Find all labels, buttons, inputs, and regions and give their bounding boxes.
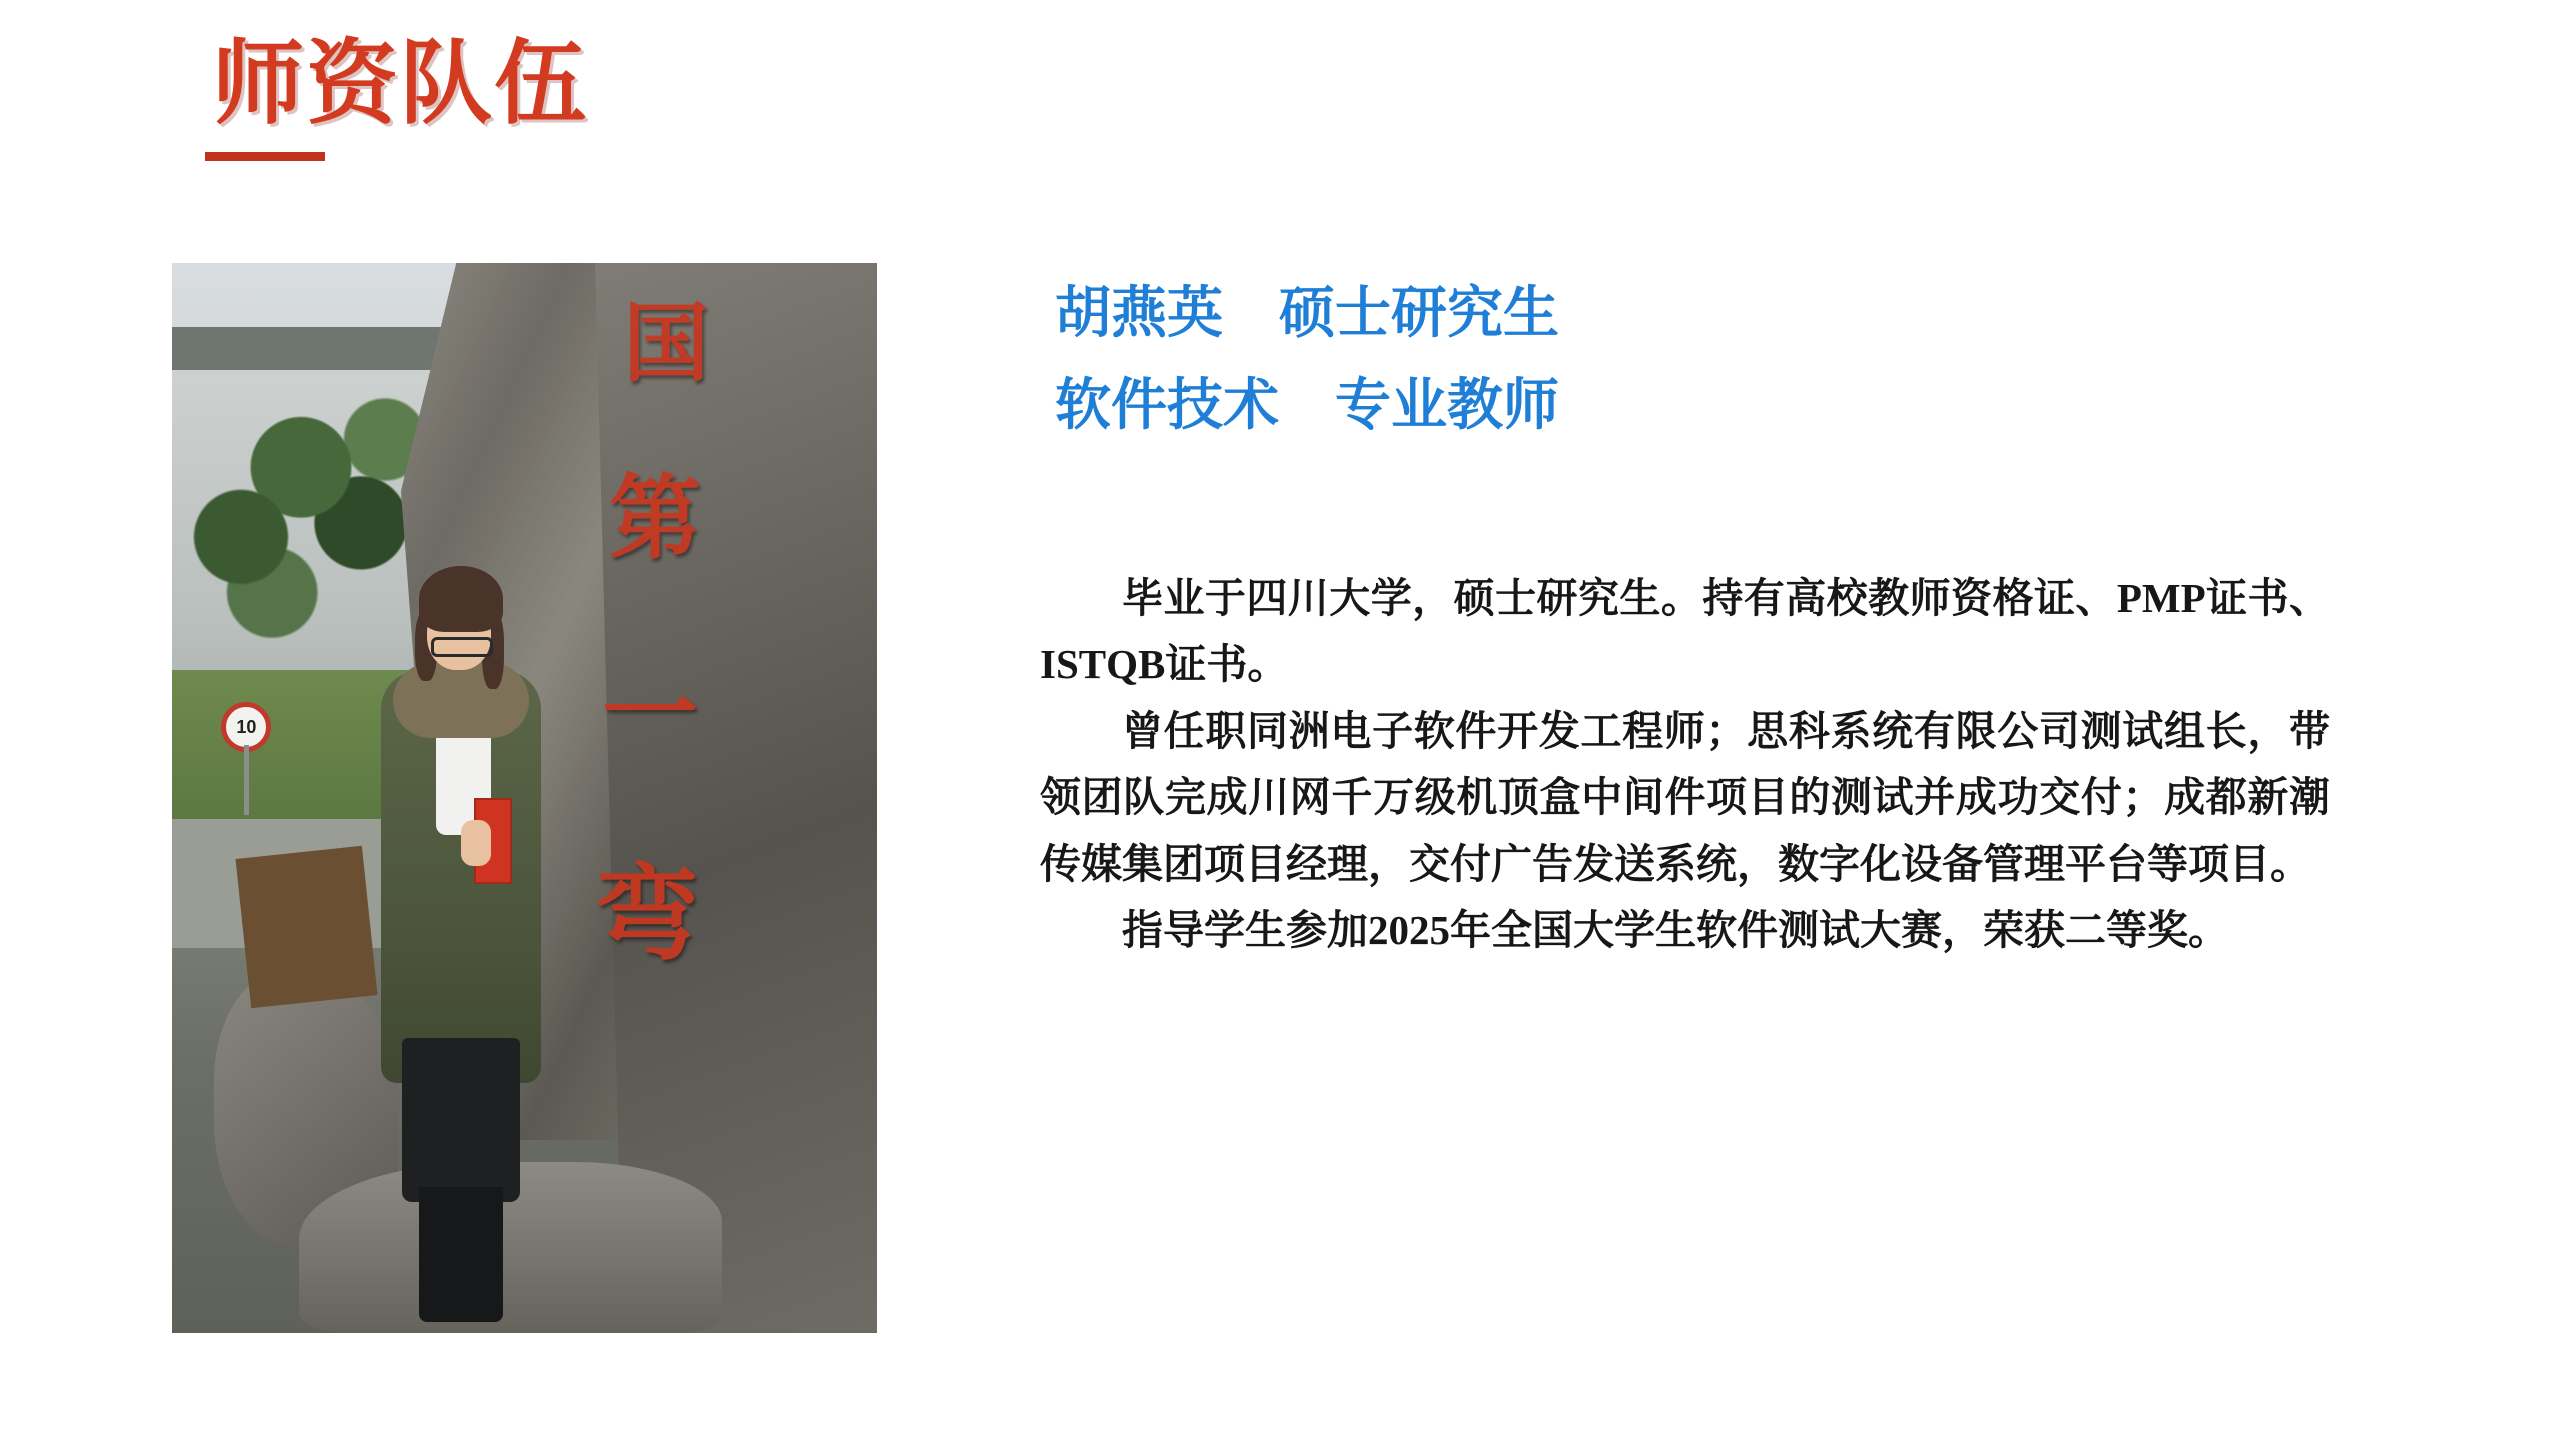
teacher-photo xyxy=(172,263,877,1333)
profile-role-line: 软件技术 专业教师 xyxy=(1055,373,1559,439)
bio-paragraph-3: 指导学生参加2025年全国大学生软件测试大赛，荣获二等奖。 xyxy=(1122,907,2229,954)
person-hair xyxy=(419,566,503,632)
carved-character-3: 一 xyxy=(602,657,699,770)
photo-wall-coping xyxy=(172,327,468,370)
profile-heading xyxy=(1055,275,1559,446)
glasses-icon xyxy=(431,637,493,657)
carved-character-2: 第 xyxy=(609,464,702,572)
person-fur-collar xyxy=(393,663,528,738)
photo-canvas xyxy=(172,263,877,1333)
title-underline-decoration xyxy=(205,152,325,161)
carved-character-4: 弯 xyxy=(595,853,700,976)
photo-person xyxy=(355,573,567,1322)
sign-post xyxy=(244,745,249,815)
person-hand xyxy=(461,820,491,866)
person-skirt xyxy=(402,1038,520,1203)
bio-paragraph-1: 毕业于四川大学，硕士研究生。持有高校教师资格证、PMP证书、ISTQB证书。 xyxy=(1040,575,2330,688)
page-title: 师资队伍 xyxy=(212,30,589,137)
person-legs xyxy=(419,1187,504,1322)
profile-name-line: 胡燕英 硕士研究生 xyxy=(1055,281,1559,346)
carved-character-1: 国 xyxy=(623,293,710,394)
profile-biography xyxy=(1040,565,2330,963)
bio-paragraph-2: 曾任职同洲电子软件开发工程师；思科系统有限公司测试组长，带领团队完成川网千万级机顶盒中间件项目的测试并成功交付；成都新潮传媒集团项目经理，交付广告发送系统，数字化设备管理平台等项目。 xyxy=(1040,707,2330,887)
speed-limit-sign: 10 xyxy=(221,702,271,752)
